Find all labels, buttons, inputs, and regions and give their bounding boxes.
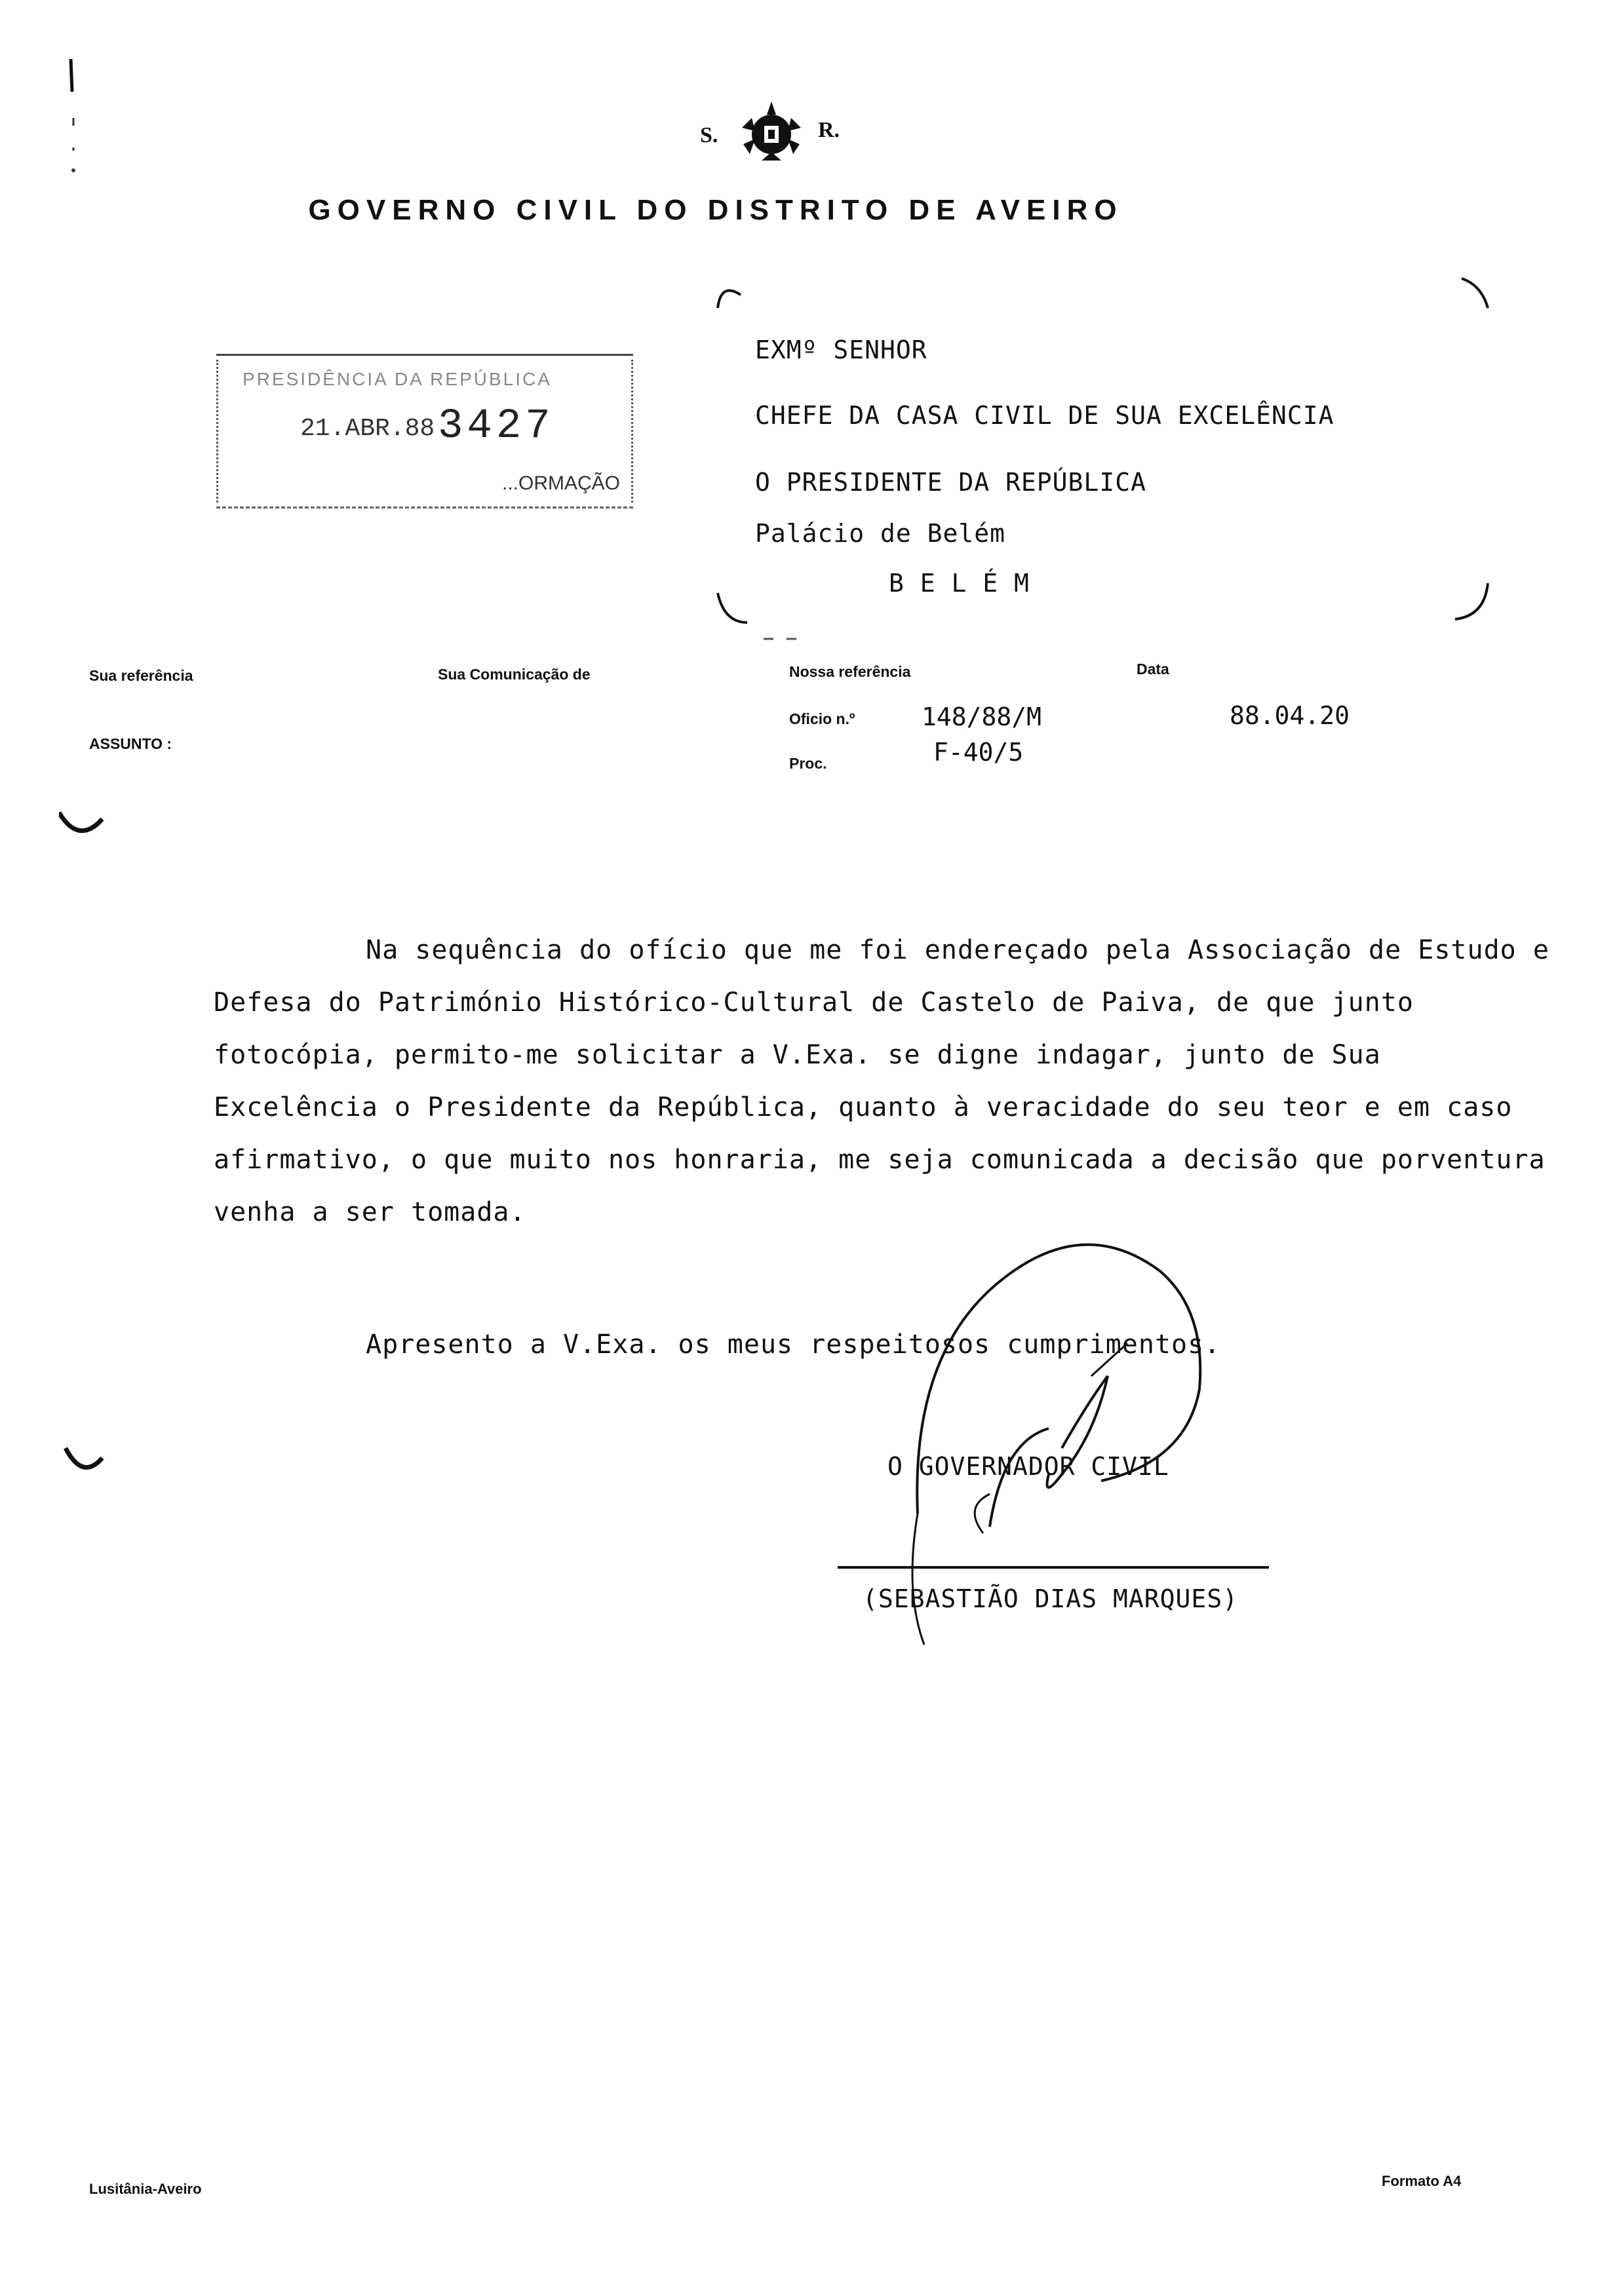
registration-stamp	[216, 354, 633, 508]
signatory-name: (SEBASTIÃO DIAS MARQUES)	[863, 1584, 1239, 1613]
stamp-number: 3427	[438, 403, 555, 450]
proc-value: F-40/5	[933, 738, 1024, 767]
signature-role: O GOVERNADOR CIVIL	[887, 1452, 1169, 1481]
recipient-line-1: EXMº SENHOR	[755, 335, 927, 364]
data-label: Data	[1137, 660, 1169, 678]
oficio-value: 148/88/M	[922, 702, 1042, 731]
recipient-line-5: B E L É M	[889, 569, 1030, 598]
date-value: 88.04.20	[1230, 701, 1350, 730]
footer-format: Formato A4	[1382, 2173, 1462, 2189]
r-letter: R.	[818, 118, 840, 142]
coat-of-arms-icon	[735, 98, 808, 170]
s-letter: S.	[700, 123, 718, 147]
stamp-date: 21.ABR.88	[300, 415, 435, 443]
sua-comunicacao-label: Sua Comunicação de	[438, 666, 591, 683]
page-title: GOVERNO CIVIL DO DISTRITO DE AVEIRO	[308, 194, 1123, 226]
margin-marks	[59, 52, 111, 1494]
body-paragraph-1: Na sequência do ofício que me foi endereçado pela Associação de Estudo e Defesa do Património Histórico-Cultural de Castelo de Paiva, de que junto fotocópia, permito-me solicitar a V.Exa. se digne indagar, junto de Sua Excelência o Presidente da República, quanto à veracidade do seu teor e em caso afirmativo, o que muito nos honraria, me seja comunicada a decisão que porventura venha a ser tomada.	[214, 935, 1549, 1227]
proc-label: Proc.	[789, 755, 827, 772]
footer-printer: Lusitânia-Aveiro	[89, 2181, 202, 2197]
recipient-line-4: Palácio de Belém	[755, 519, 1006, 548]
body-paragraph-2: Apresento a V.Exa. os meus respeitosos cumprimentos.	[366, 1330, 1221, 1360]
stamp-header-text: PRESIDÊNCIA DA REPÚBLICA	[243, 369, 552, 389]
letter-body	[214, 924, 1551, 1371]
recipient-line-3: O PRESIDENTE DA REPÚBLICA	[755, 468, 1146, 497]
sua-referencia-label: Sua referência	[89, 667, 193, 684]
nossa-referencia-label: Nossa referência	[789, 663, 911, 680]
recipient-line-2: CHEFE DA CASA CIVIL DE SUA EXCELÊNCIA	[755, 401, 1334, 430]
assunto-label: ASSUNTO :	[89, 735, 172, 752]
address-brackets	[714, 262, 1501, 642]
stamp-footer-text: ...ORMAÇÃO	[501, 472, 620, 494]
signature-line	[838, 1566, 1269, 1569]
oficio-label: Oficio n.º	[789, 710, 855, 727]
